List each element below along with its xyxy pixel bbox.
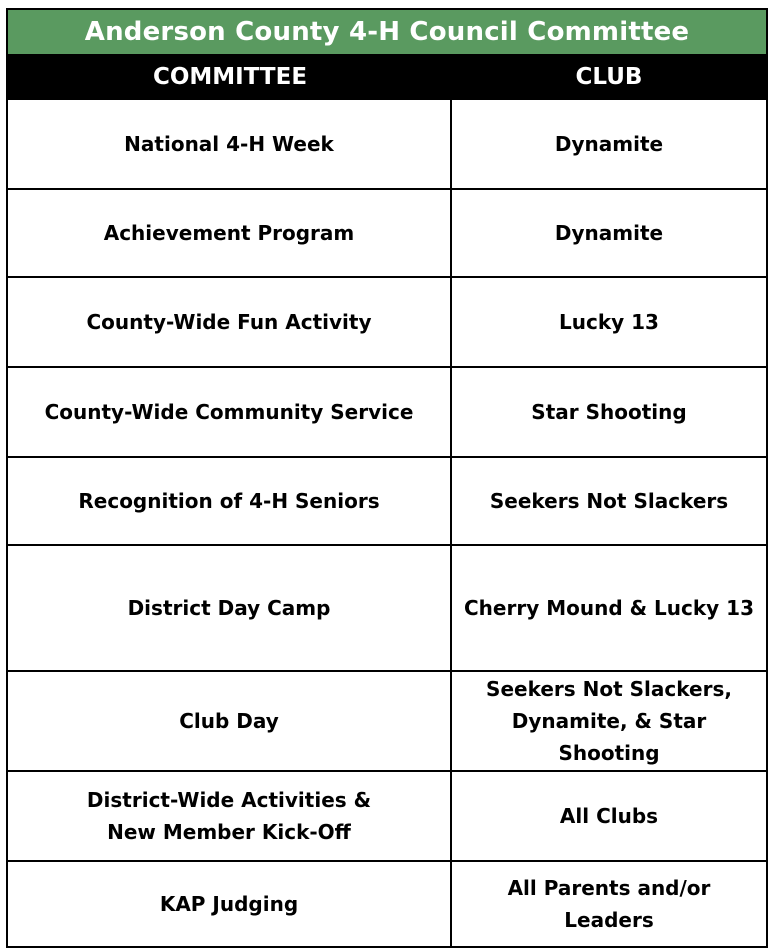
table-row bbox=[8, 188, 766, 276]
committee-cell: District-Wide Activities & New Member Kick-Off bbox=[8, 772, 452, 860]
table-row bbox=[8, 98, 766, 188]
committee-cell: District Day Camp bbox=[8, 546, 452, 670]
committee-cell: Recognition of 4-H Seniors bbox=[8, 458, 452, 544]
table-row bbox=[8, 366, 766, 456]
club-cell: Dynamite bbox=[554, 132, 664, 156]
table-row bbox=[8, 544, 766, 670]
table-title bbox=[8, 10, 766, 56]
table-row bbox=[8, 276, 766, 366]
club-cell: Star Shooting bbox=[531, 400, 687, 424]
committee-cell: Achievement Program bbox=[8, 190, 452, 276]
table-header-row bbox=[8, 56, 766, 98]
club-cell: Seekers Not Slackers bbox=[489, 489, 729, 513]
table-row bbox=[8, 670, 766, 770]
club-cell: All Clubs bbox=[559, 804, 659, 828]
committee-cell: County-Wide Community Service bbox=[8, 368, 452, 456]
committee-table bbox=[6, 8, 768, 948]
table-title-text: Anderson County 4-H Council Committee bbox=[84, 17, 690, 47]
header-club: CLUB bbox=[575, 64, 643, 90]
club-cell: All Parents and/or Leaders bbox=[507, 876, 711, 932]
table-row bbox=[8, 770, 766, 860]
committee-cell: Club Day bbox=[8, 672, 452, 770]
club-cell: Cherry Mound & Lucky 13 bbox=[464, 596, 754, 620]
committee-cell: National 4-H Week bbox=[8, 100, 452, 188]
club-cell: Lucky 13 bbox=[559, 310, 659, 334]
table-row bbox=[8, 860, 766, 946]
header-committee: COMMITTEE bbox=[152, 64, 308, 90]
table-row bbox=[8, 456, 766, 544]
committee-cell: KAP Judging bbox=[8, 862, 452, 946]
club-cell: Dynamite bbox=[554, 221, 664, 245]
committee-cell: County-Wide Fun Activity bbox=[8, 278, 452, 366]
club-cell: Seekers Not Slackers, Dynamite, & Star Shooting bbox=[486, 677, 732, 765]
